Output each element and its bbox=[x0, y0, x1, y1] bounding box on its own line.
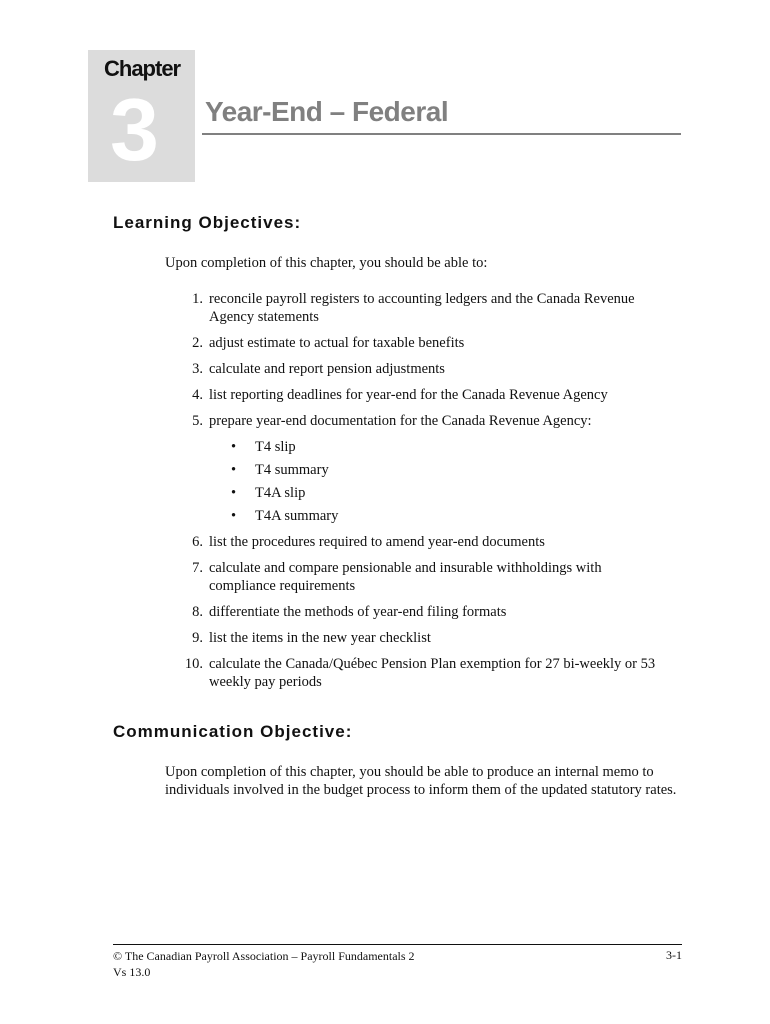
objective-item bbox=[165, 334, 665, 352]
chapter-label: Chapter bbox=[104, 56, 181, 81]
document-subitem bbox=[209, 507, 665, 525]
document-subitem bbox=[209, 438, 665, 456]
page-number: 3-1 bbox=[666, 948, 682, 962]
title-rule bbox=[202, 133, 681, 135]
objective-text: list the procedures required to amend year-end documents bbox=[209, 534, 545, 550]
objective-text: list reporting deadlines for year-end for the Canada Revenue Agency bbox=[209, 387, 608, 403]
subitem-text: T4 slip bbox=[255, 439, 296, 455]
objective-text: reconcile payroll registers to accounting ledgers and the Canada Revenue Agency statements bbox=[209, 291, 635, 325]
objectives-list bbox=[165, 290, 665, 699]
subitem-text: T4 summary bbox=[255, 462, 329, 478]
objective-text: prepare year-end documentation for the Canada Revenue Agency: bbox=[209, 413, 592, 429]
bullet-icon: • bbox=[231, 508, 237, 524]
objective-text: list the items in the new year checklist bbox=[209, 630, 431, 646]
objective-number: 5. bbox=[192, 413, 203, 429]
communication-objective-heading: Communication Objective: bbox=[113, 722, 353, 741]
objective-text: calculate the Canada/Québec Pension Plan exemption for 27 bi-weekly or 53 weekly pay periods bbox=[209, 656, 656, 690]
objective-item bbox=[165, 559, 665, 595]
objective-number: 7. bbox=[192, 560, 203, 576]
footer-left bbox=[113, 948, 415, 980]
bullet-icon: • bbox=[231, 439, 237, 455]
objective-number: 4. bbox=[192, 387, 203, 403]
learning-intro: Upon completion of this chapter, you should be able to: bbox=[165, 255, 488, 271]
chapter-title: Year-End – Federal bbox=[205, 96, 449, 127]
document-sublist bbox=[209, 438, 665, 525]
objective-number: 6. bbox=[192, 534, 203, 550]
subitem-text: T4A summary bbox=[255, 508, 339, 524]
bullet-icon: • bbox=[231, 462, 237, 478]
objective-number: 10. bbox=[184, 656, 203, 672]
objective-item bbox=[165, 603, 665, 621]
bullet-icon: • bbox=[231, 485, 237, 501]
footer-version: Vs 13.0 bbox=[113, 965, 151, 979]
objective-text: differentiate the methods of year-end filing formats bbox=[209, 604, 507, 620]
communication-text: Upon completion of this chapter, you should be able to produce an internal memo to individuals involved in the budget process to inform them of the updated statutory rates. bbox=[165, 764, 677, 798]
learning-objectives-heading: Learning Objectives: bbox=[113, 213, 302, 232]
footer-copyright: © The Canadian Payroll Association – Payroll Fundamentals 2 bbox=[113, 949, 415, 963]
objective-text: calculate and report pension adjustments bbox=[209, 361, 445, 377]
footer-rule bbox=[113, 944, 682, 945]
objective-number: 3. bbox=[192, 361, 203, 377]
objective-item bbox=[165, 655, 665, 691]
document-subitem bbox=[209, 461, 665, 479]
objective-item bbox=[165, 533, 665, 551]
objective-number: 1. bbox=[192, 291, 203, 307]
document-subitem bbox=[209, 484, 665, 502]
objective-item bbox=[165, 360, 665, 378]
subitem-text: T4A slip bbox=[255, 485, 306, 501]
chapter-number: 3 bbox=[110, 80, 159, 179]
objective-item bbox=[165, 386, 665, 404]
objective-item bbox=[165, 290, 665, 326]
objective-number: 9. bbox=[192, 630, 203, 646]
objective-item bbox=[165, 412, 665, 525]
objective-text: calculate and compare pensionable and insurable withholdings with compliance requirements bbox=[209, 560, 602, 594]
objective-number: 8. bbox=[192, 604, 203, 620]
objective-item bbox=[165, 629, 665, 647]
chapter-box bbox=[88, 50, 195, 182]
objective-number: 2. bbox=[192, 335, 203, 351]
objective-text: adjust estimate to actual for taxable benefits bbox=[209, 335, 465, 351]
